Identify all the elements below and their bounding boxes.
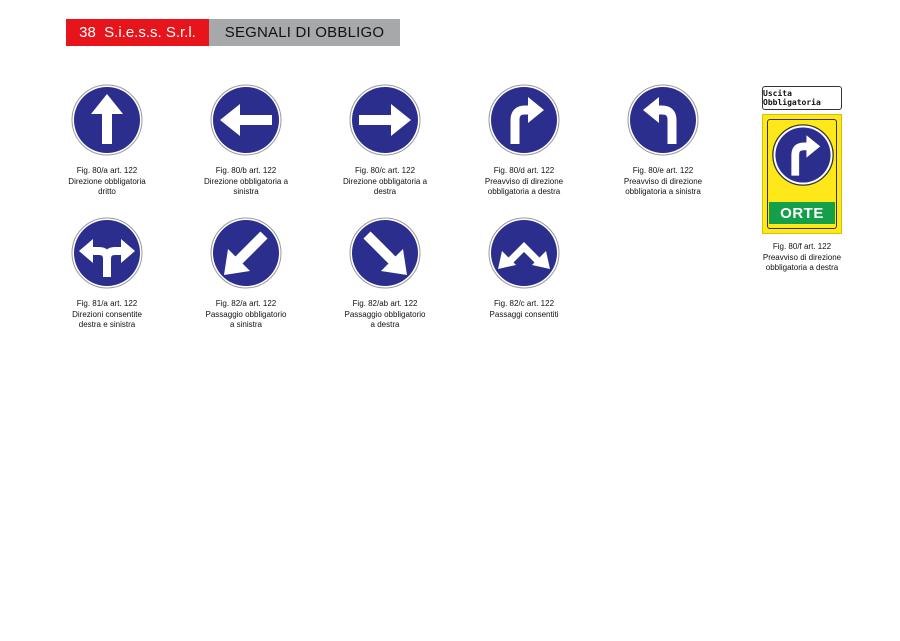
- sign-caption: Fig. 82/ab art. 122 Passaggio obbligatorio a destra: [344, 299, 426, 329]
- sign-caption: Fig. 82/c art. 122 Passaggi consentiti: [489, 299, 559, 319]
- page-title: SEGNALI DI OBBLIGO: [209, 19, 400, 46]
- arrow-down-left-icon: [210, 217, 282, 289]
- sign-80f-board: [762, 86, 842, 274]
- sign-82ab: [325, 217, 445, 331]
- sign-caption: Fig. 80/b art. 122 Direzione obbligatoria a sinistra: [203, 166, 289, 196]
- arrow-down-right-icon: [349, 217, 421, 289]
- fork-left-right-icon: [71, 217, 143, 289]
- destination-plate: ORTE: [769, 202, 835, 224]
- arrow-left-icon: [210, 84, 282, 156]
- arrow-up-icon: [71, 84, 143, 156]
- double-diagonal-icon: [488, 217, 560, 289]
- sign-82c: [464, 217, 584, 320]
- sign-80c: [325, 84, 445, 198]
- sign-caption: Fig. 81/a art. 122 Direzioni consentite destra e sinistra: [72, 299, 142, 329]
- sign-caption: Fig. 80/d art. 122 Preavviso di direzione obbligatoria a destra: [484, 166, 564, 196]
- sign-80d: [464, 84, 584, 198]
- sign-caption: Fig. 80/e art. 122 Preavviso di direzione obbligatoria a sinistra: [623, 166, 703, 196]
- sign-82a: [186, 217, 306, 331]
- sign-caption: Fig. 80/c art. 122 Direzione obbligatoria a destra: [342, 166, 428, 196]
- sign-caption: Fig. 80/f art. 122 Preavviso di direzione obbligatoria a destra: [762, 242, 842, 272]
- sign-80a: [47, 84, 167, 198]
- exit-label: Uscita Obbligatoria: [762, 86, 842, 110]
- sign-81a: [47, 217, 167, 331]
- yellow-panel: [762, 114, 842, 234]
- sign-caption: Fig. 82/a art. 122 Passaggio obbligatorio a sinistra: [205, 299, 287, 329]
- page-number: 38: [79, 24, 96, 41]
- turn-left-icon: [627, 84, 699, 156]
- sign-80e: [603, 84, 723, 198]
- company-name: S.i.e.s.s. S.r.l.: [104, 24, 196, 41]
- page-header: [66, 19, 400, 46]
- header-company: [66, 19, 209, 46]
- turn-right-icon: [488, 84, 560, 156]
- arrow-right-icon: [349, 84, 421, 156]
- sign-caption: Fig. 80/a art. 122 Direzione obbligatoria dritto: [68, 166, 146, 196]
- sign-80b: [186, 84, 306, 198]
- turn-right-icon: [772, 124, 834, 186]
